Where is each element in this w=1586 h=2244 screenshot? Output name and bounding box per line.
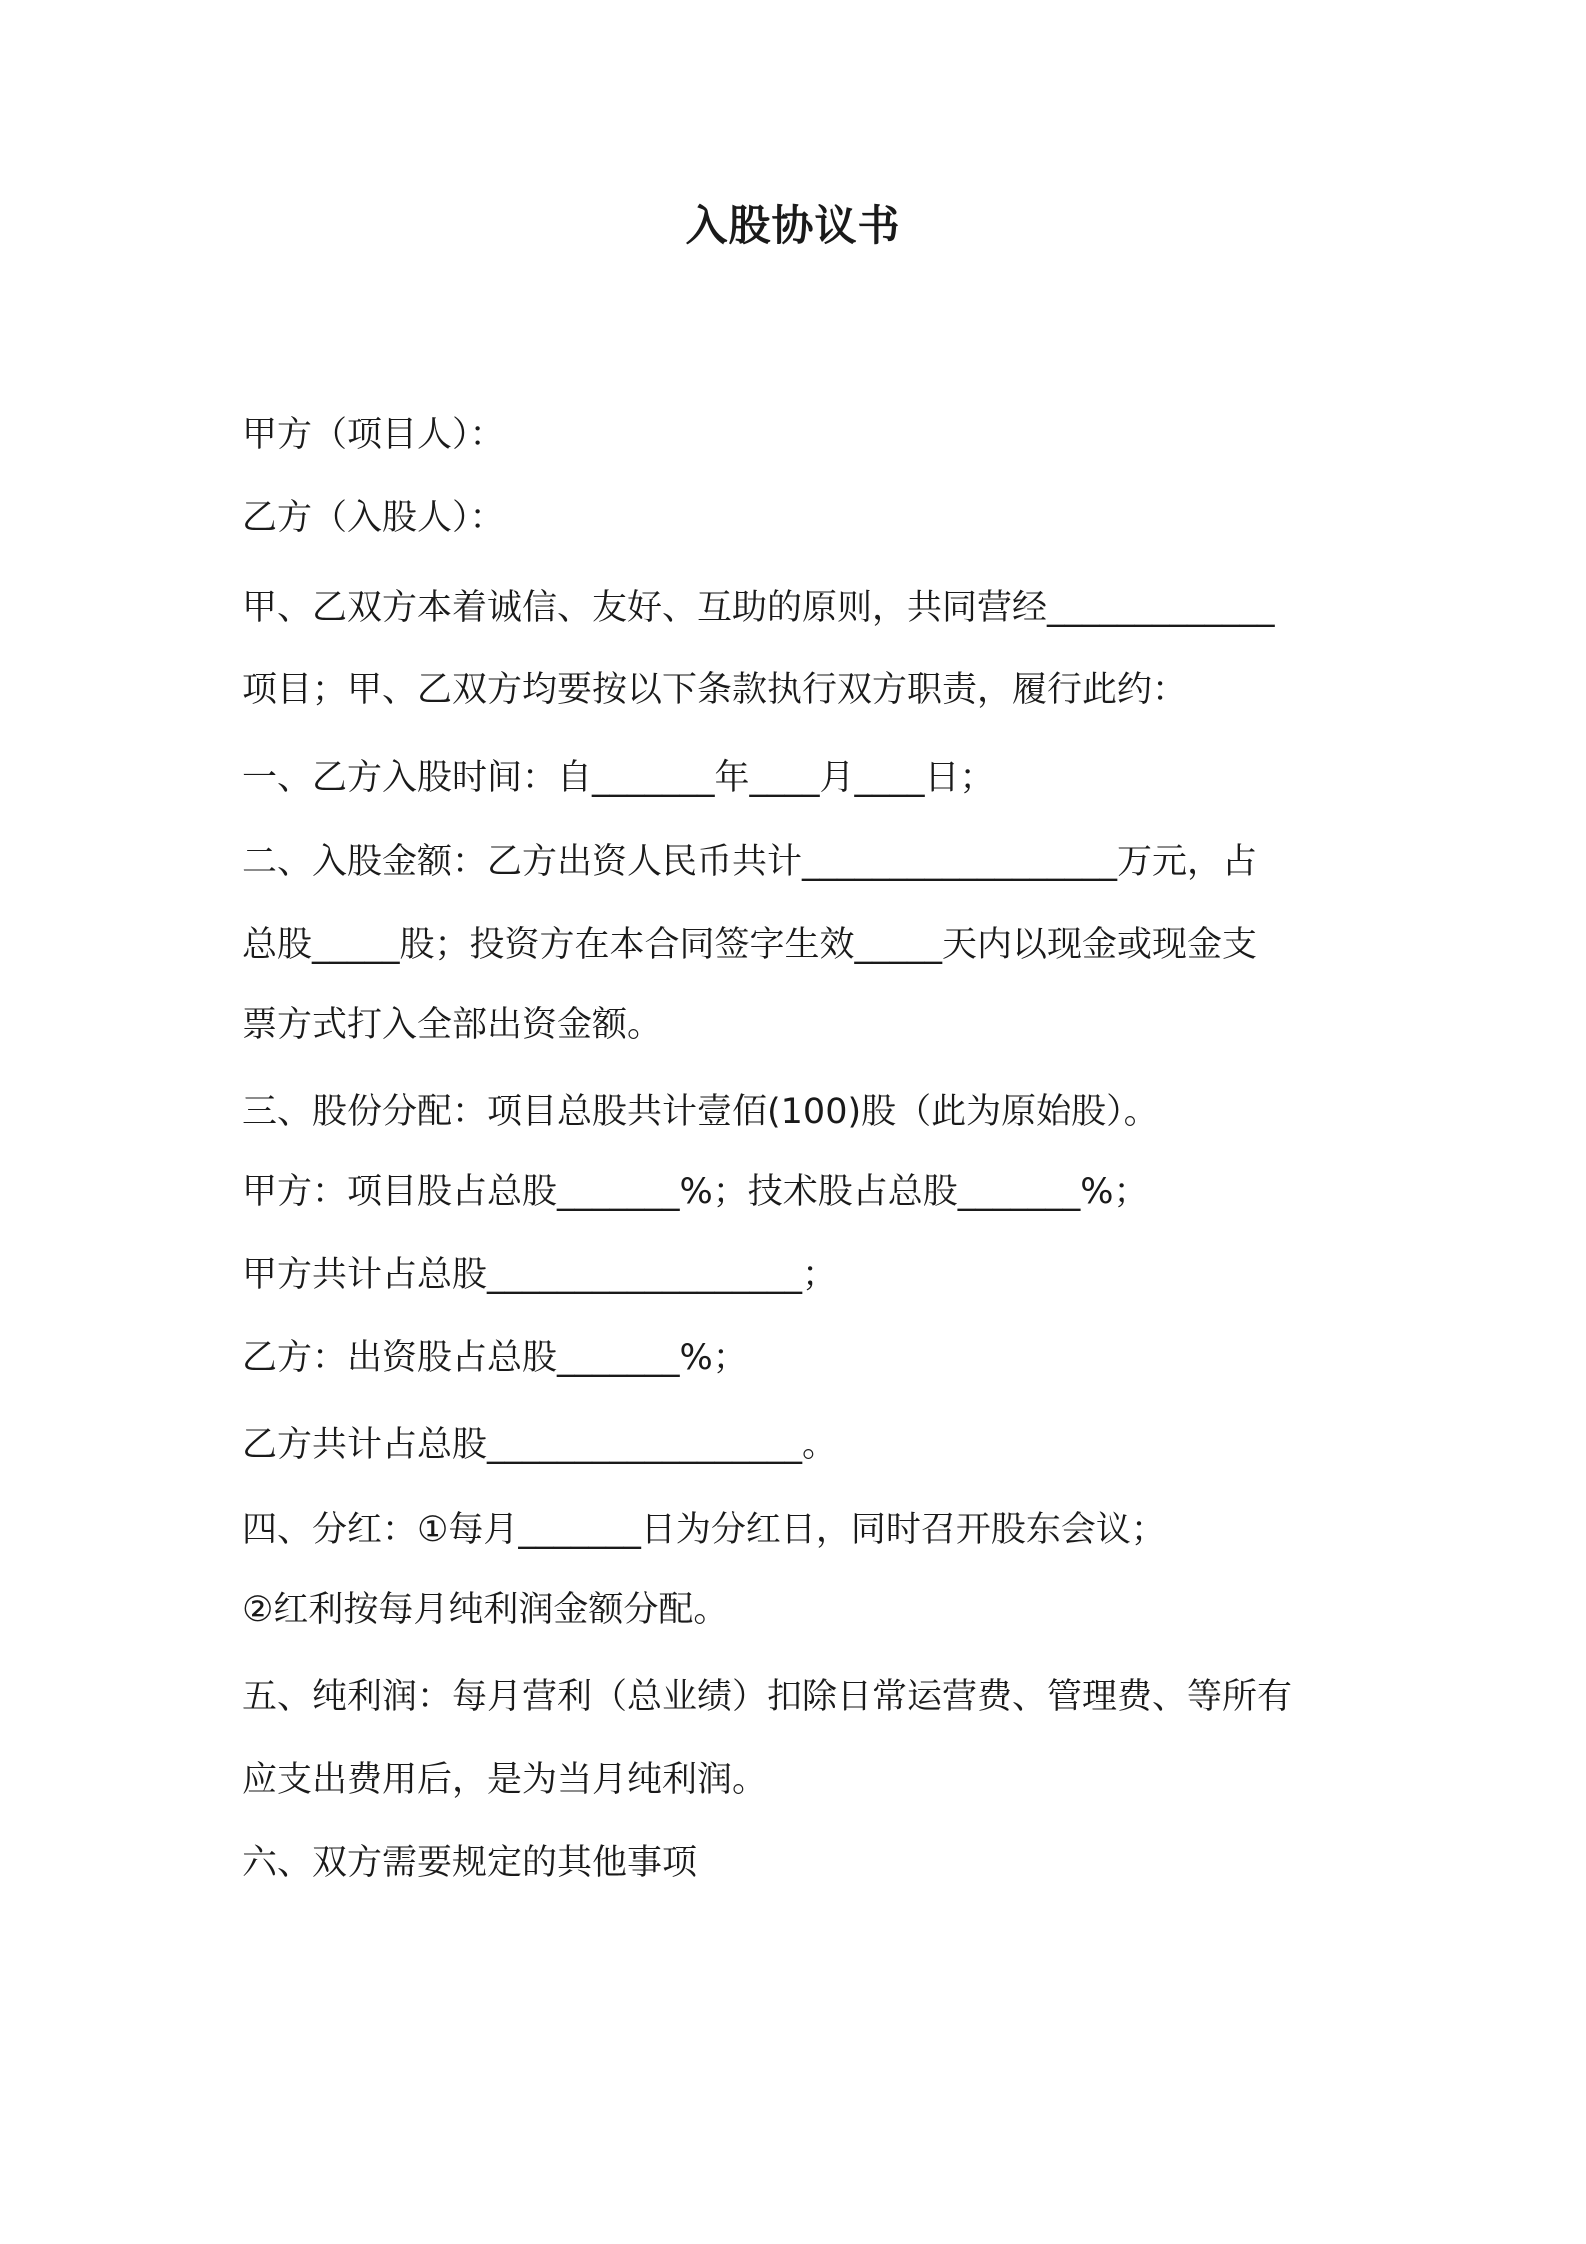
clause-4-line-2: ②红利按每月纯利润金额分配。 <box>242 1590 729 1630</box>
party-b-shares-line: 乙方：出资股占总股_______%； <box>242 1338 748 1378</box>
document-title: 入股协议书 <box>685 201 901 250</box>
preamble-line-1: 甲、乙双方本着诚信、友好、互助的原则，共同营经_____________ <box>242 588 1275 628</box>
clause-5-line-2: 应支出费用后，是为当月纯利润。 <box>242 1760 768 1800</box>
party-a-total-line: 甲方共计占总股__________________； <box>242 1255 838 1295</box>
clause-2-line-1: 二、入股金额：乙方出资人民币共计__________________万元，占 <box>242 842 1258 882</box>
clause-4-line-1: 四、分红：①每月_______日为分红日，同时召开股东会议； <box>242 1510 1166 1550</box>
clause-5-line-1: 五、纯利润：每月营利（总业绩）扣除日常运营费、管理费、等所有 <box>242 1677 1293 1717</box>
clause-6-line: 六、双方需要规定的其他事项 <box>242 1843 698 1883</box>
clause-3-line: 三、股份分配：项目总股共计壹佰(100)股（此为原始股）。 <box>242 1092 1159 1132</box>
clause-2-line-2: 总股_____股；投资方在本合同签字生效_____天内以现金或现金支 <box>242 925 1258 965</box>
party-a-shares-line: 甲方：项目股占总股_______%；技术股占总股_______%； <box>242 1172 1149 1212</box>
party-b-line: 乙方（入股人）： <box>242 498 505 538</box>
party-a-line: 甲方（项目人）： <box>242 415 505 455</box>
preamble-line-2: 项目；甲、乙双方均要按以下条款执行双方职责，履行此约： <box>242 670 1188 710</box>
clause-1-line: 一、乙方入股时间：自_______年____月____日； <box>242 758 995 798</box>
clause-2-line-3: 票方式打入全部出资金额。 <box>242 1005 663 1045</box>
party-b-total-line: 乙方共计占总股__________________。 <box>242 1425 838 1465</box>
